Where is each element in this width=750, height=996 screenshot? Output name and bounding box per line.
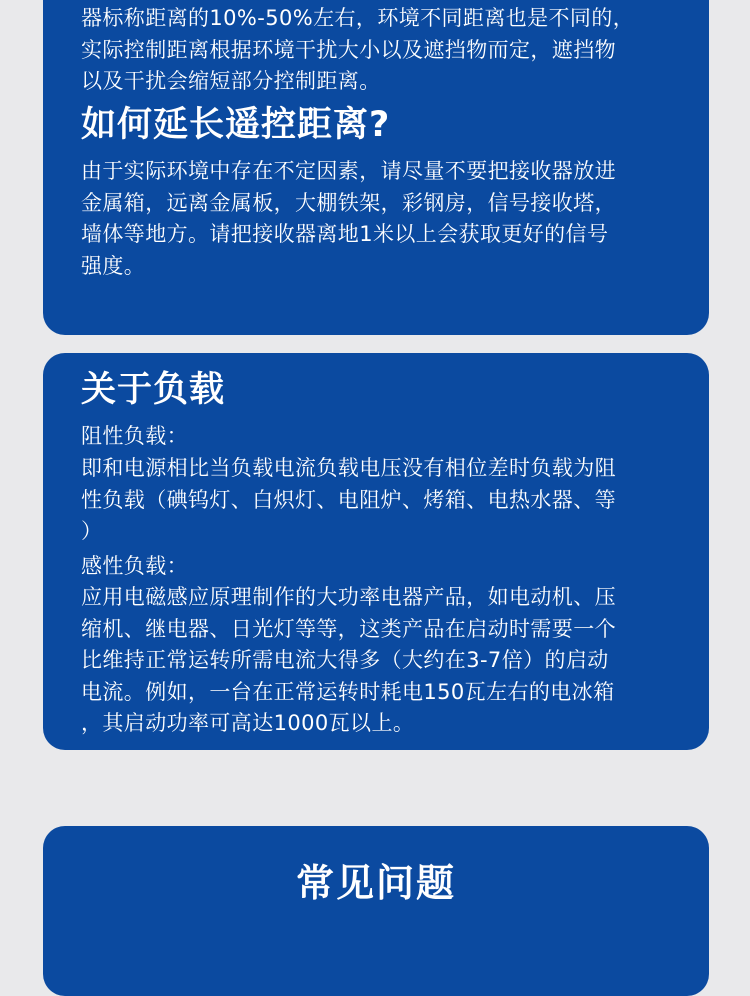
inductive-load-text: 应用电磁感应原理制作的大功率电器产品，如电动机、压 缩机、继电器、日光灯等等，这类产品在启动时需要一个 比维持正常运转所需电流大得多（大约在3-7倍）的启动 电流。例如，一台在正常运转时耗电150瓦左右的电冰箱 ，其启动功率可高达1000瓦以上。 <box>81 585 616 735</box>
faq-first-question-peek <box>81 949 341 979</box>
inductive-load-title: 感性负载： <box>81 554 188 578</box>
faq-title: 常见问题 <box>295 861 456 905</box>
resistive-load-title: 阻性负载： <box>81 424 188 448</box>
resistive-load-text: 即和电源相比当负载电流负载电压没有相位差时负载为阻 性负载（碘钨灯、白炽灯、电阻炉、烤箱、电热水器、等 ） <box>81 456 616 543</box>
range-intro-text: 器标称距离的10%-50%左右，环境不同距离也是不同的， 实际控制距离根据环境干扰大小以及遮挡物而定，遮挡物 以及干扰会缩短部分控制距离。 <box>81 6 635 93</box>
load-info-card <box>43 353 709 750</box>
range-info-card <box>43 0 709 335</box>
faq-card <box>43 826 709 996</box>
extend-range-text: 由于实际环境中存在不定因素，请尽量不要把接收器放进 金属箱，远离金属板，大棚铁架，彩钢房，信号接收塔， 墙体等地方。请把接收器离地1米以上会获取更好的信号 强度。 <box>81 159 616 278</box>
extend-range-heading: 如何延长遥控距离? <box>81 105 391 145</box>
load-heading: 关于负载 <box>81 370 226 410</box>
